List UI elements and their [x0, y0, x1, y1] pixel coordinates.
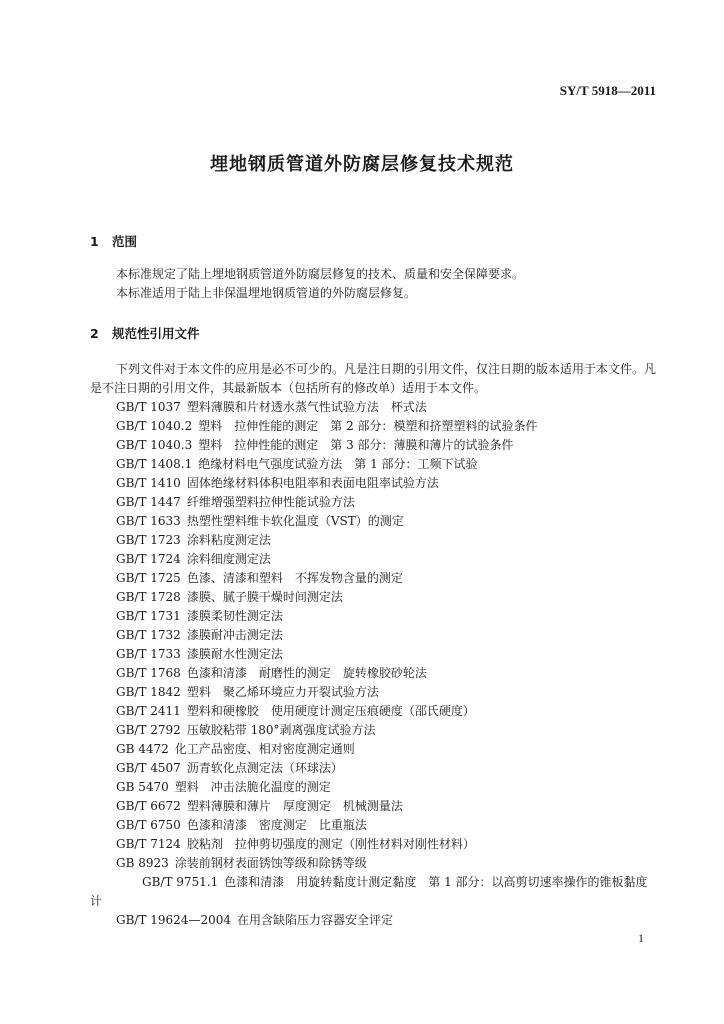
standard-code: SY/T 5918—2011: [559, 83, 656, 98]
section-title: 规范性引用文件: [112, 326, 200, 341]
reference-code: GB/T 1408.1: [116, 457, 193, 471]
reference-item: [90, 721, 656, 740]
reference-item: [90, 797, 656, 816]
document-title: 埋地钢质管道外防腐层修复技术规范: [210, 154, 514, 175]
reference-title: 色漆和清漆 用旋转黏度计测定黏度 第 1 部分：以高剪切速率操作的锥板黏度计: [90, 875, 648, 908]
reference-item: [90, 550, 656, 569]
reference-item: [90, 702, 656, 721]
reference-title: 涂装前钢材表面锈蚀等级和除锈等级: [174, 856, 367, 870]
reference-code: GB/T 7124: [116, 837, 181, 851]
reference-title: 固体绝缘材料体积电阻率和表面电阻率试验方法: [186, 476, 439, 490]
reference-title: 绝缘材料电气强度试验方法 第 1 部分：工频下试验: [198, 457, 478, 471]
reference-code: GB/T 1733: [116, 647, 181, 661]
reference-item: [90, 740, 656, 759]
reference-item: [90, 626, 656, 645]
page-number: 1: [638, 931, 644, 945]
reference-code: GB/T 2792: [116, 723, 181, 737]
reference-item: [90, 493, 656, 512]
reference-code: GB/T 1410: [116, 476, 181, 490]
reference-title: 漆膜、腻子膜干燥时间测定法: [186, 590, 343, 604]
reference-code: GB/T 1037: [116, 400, 181, 414]
reference-code: GB/T 6750: [116, 818, 181, 832]
reference-code: GB/T 1633: [116, 514, 181, 528]
reference-title: 热塑性塑料维卡软化温度（VST）的测定: [186, 514, 404, 528]
reference-code: GB/T 2411: [116, 704, 181, 718]
reference-item: [90, 531, 656, 550]
reference-item: [90, 873, 656, 911]
reference-code: GB/T 1040.3: [116, 438, 193, 452]
reference-item: [90, 569, 656, 588]
reference-title: 沥青软化点测定法（环球法）: [186, 761, 343, 775]
reference-code: GB/T 1732: [116, 628, 181, 642]
reference-item: [90, 417, 656, 436]
section-heading-normative-references: [90, 324, 200, 342]
reference-code: GB 5470: [116, 780, 169, 794]
reference-title: 色漆和清漆 密度测定 比重瓶法: [186, 818, 367, 832]
reference-item: [90, 645, 656, 664]
reference-title: 漆膜柔韧性测定法: [186, 609, 283, 623]
reference-title: 塑料 拉伸性能的测定 第 3 部分：薄膜和薄片的试验条件: [198, 438, 514, 452]
section-title: 范围: [112, 234, 138, 249]
reference-title: 塑料薄膜和片材透水蒸气性试验方法 杯式法: [186, 400, 427, 414]
reference-title: 色漆和清漆 耐磨性的测定 旋转橡胶砂轮法: [186, 666, 427, 680]
reference-code: GB/T 19624—2004: [116, 913, 231, 927]
reference-item: [90, 512, 656, 531]
reference-title: 漆膜耐水性测定法: [186, 647, 283, 661]
reference-item: [90, 835, 656, 854]
reference-item: [90, 607, 656, 626]
reference-code: GB/T 4507: [116, 761, 181, 775]
reference-title: 压敏胶粘带 180°剥离强度试验方法: [186, 723, 376, 737]
reference-title: 塑料薄膜和薄片 厚度测定 机械测量法: [186, 799, 403, 813]
reference-code: GB/T 1768: [116, 666, 181, 680]
reference-title: 漆膜耐冲击测定法: [186, 628, 283, 642]
reference-code: GB/T 1724: [116, 552, 181, 566]
reference-code: GB 4472: [116, 742, 169, 756]
reference-item: [90, 455, 656, 474]
reference-item: [90, 474, 656, 493]
reference-title: 塑料 聚乙烯环境应力开裂试验方法: [186, 685, 379, 699]
reference-code: GB/T 9751.1: [142, 875, 219, 889]
reference-item: [90, 759, 656, 778]
reference-item: [90, 778, 656, 797]
reference-item: [90, 398, 656, 417]
reference-item: [90, 683, 656, 702]
section-number: 1: [90, 234, 99, 249]
reference-item: [90, 911, 656, 930]
reference-code: GB/T 1723: [116, 533, 181, 547]
reference-title: 塑料和硬橡胶 使用硬度计测定压痕硬度（邵氏硬度）: [186, 704, 475, 718]
reference-code: GB/T 1040.2: [116, 419, 193, 433]
references-intro: 下列文件对于本文件的应用是必不可少的。凡是注日期的引用文件，仅注日期的版本适用于本文件。凡是不注日期的引用文件，其最新版本（包括所有的修改单）适用于本文件。: [90, 362, 657, 395]
section-heading-scope: [90, 232, 137, 250]
reference-title: 塑料 冲击法脆化温度的测定: [174, 780, 331, 794]
reference-code: GB/T 6672: [116, 799, 181, 813]
reference-title: 涂料细度测定法: [186, 552, 271, 566]
reference-item: [90, 588, 656, 607]
reference-list: [90, 398, 656, 930]
reference-code: GB 8923: [116, 856, 169, 870]
reference-title: 化工产品密度、相对密度测定通则: [174, 742, 355, 756]
reference-title: 胶粘剂 拉伸剪切强度的测定（刚性材料对刚性材料）: [186, 837, 475, 851]
scope-paragraph-1: 本标准规定了陆上埋地钢质管道外防腐层修复的技术、质量和安全保障要求。: [116, 267, 525, 281]
reference-item: [90, 664, 656, 683]
reference-title: 涂料粘度测定法: [186, 533, 271, 547]
reference-code: GB/T 1725: [116, 571, 181, 585]
reference-title: 在用含缺陷压力容器安全评定: [236, 913, 393, 927]
scope-paragraph-2: 本标准适用于陆上非保温埋地钢质管道的外防腐层修复。: [116, 286, 417, 300]
section-number: 2: [90, 326, 99, 341]
reference-item: [90, 816, 656, 835]
reference-code: GB/T 1731: [116, 609, 181, 623]
reference-title: 纤维增强塑料拉伸性能试验方法: [186, 495, 355, 509]
reference-item: [90, 854, 656, 873]
reference-title: 塑料 拉伸性能的测定 第 2 部分：模塑和挤塑塑料的试验条件: [198, 419, 538, 433]
reference-code: GB/T 1728: [116, 590, 181, 604]
reference-code: GB/T 1447: [116, 495, 181, 509]
reference-title: 色漆、清漆和塑料 不挥发物含量的测定: [186, 571, 403, 585]
reference-code: GB/T 1842: [116, 685, 181, 699]
reference-item: [90, 436, 656, 455]
